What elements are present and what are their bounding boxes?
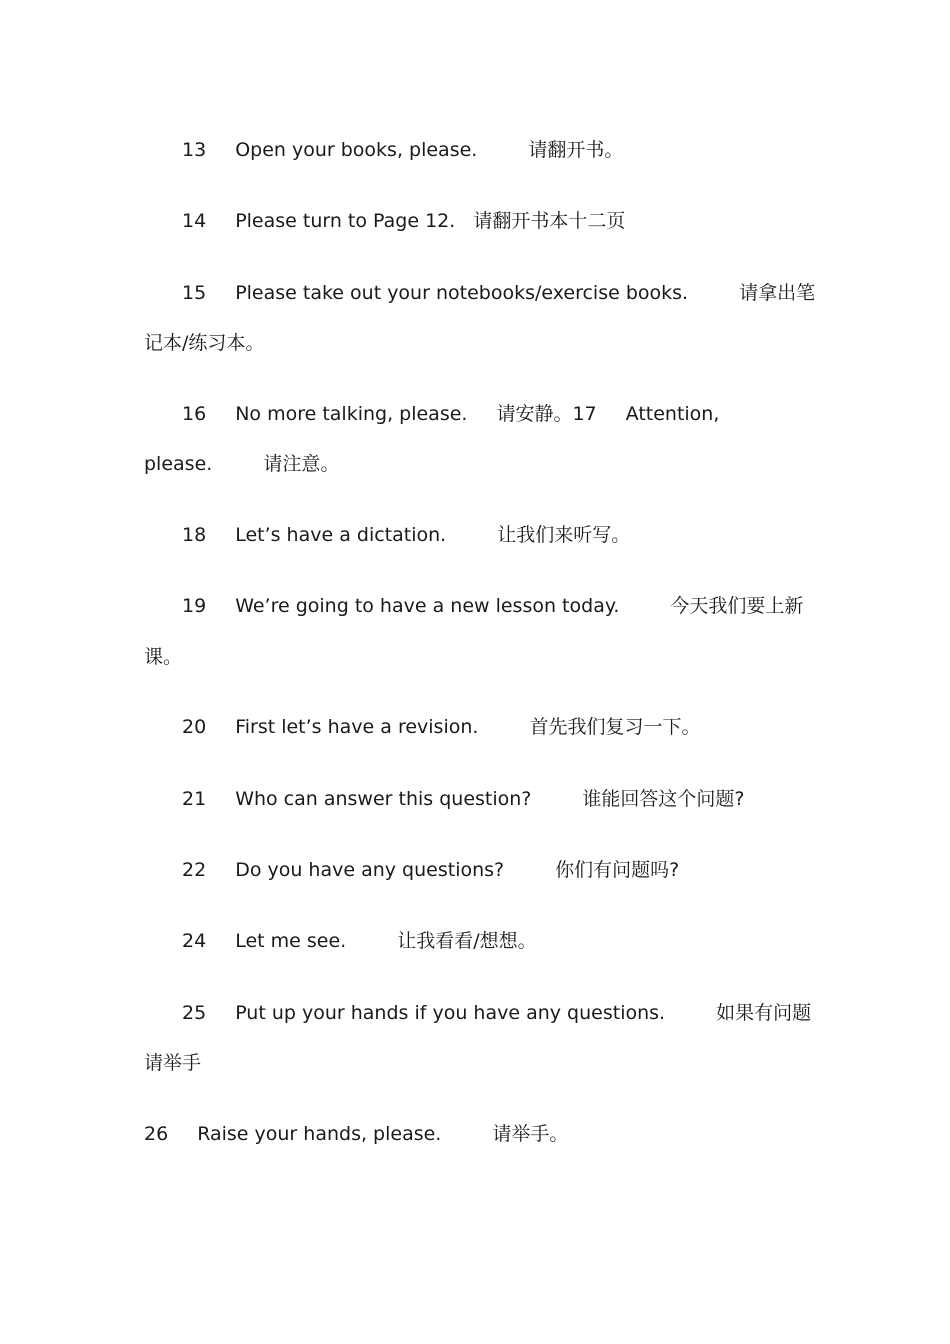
english-phrase: Who can answer this question? — [235, 788, 532, 810]
phrase-line-14 — [182, 209, 625, 233]
phrase-line-15 — [182, 281, 815, 305]
item-number: 26 — [144, 1123, 169, 1145]
item-number: 16 — [182, 403, 207, 425]
item-number: 22 — [182, 859, 207, 881]
english-phrase: Put up your hands if you have any questions. — [235, 1002, 666, 1024]
phrase-line-16 — [182, 402, 719, 426]
chinese-translation: 请举手。 — [492, 1123, 569, 1145]
item-number: 19 — [182, 595, 207, 617]
phrase-line-13 — [182, 138, 623, 162]
english-phrase: Please take out your notebooks/exercise books. — [235, 282, 689, 304]
chinese-translation: 请安静。17 — [496, 403, 597, 425]
chinese-translation: 让我看看/想想。 — [397, 930, 537, 952]
english-phrase: Let me see. — [235, 930, 347, 952]
english-phrase: First let’s have a revision. — [235, 716, 479, 738]
phrase-line-26 — [144, 1122, 568, 1146]
item-number: 20 — [182, 716, 207, 738]
phrase-line-19 — [182, 594, 803, 618]
english-phrase: Raise your hands, please. — [197, 1123, 442, 1145]
chinese-translation: 请翻开书本十二页 — [473, 210, 626, 232]
chinese-translation-17: 请注意。 — [263, 453, 340, 475]
english-phrase: No more talking, please. — [235, 403, 468, 425]
phrase-line-24 — [182, 929, 537, 953]
item-number: 14 — [182, 210, 207, 232]
chinese-translation-continued: 请举手 — [144, 1052, 202, 1074]
chinese-translation-continued: 记本/练习本。 — [144, 332, 265, 354]
english-phrase-17-continued: please. — [144, 453, 213, 475]
phrase-line-20 — [182, 715, 700, 739]
phrase-line-22 — [182, 858, 679, 882]
phrase-line-21 — [182, 787, 745, 811]
chinese-translation: 让我们来听写。 — [497, 524, 631, 546]
item-number: 15 — [182, 282, 207, 304]
phrase-line-25 — [182, 1001, 811, 1025]
phrase-line-17-continued — [144, 452, 339, 476]
chinese-translation: 如果有问题 — [716, 1002, 812, 1024]
chinese-translation: 今天我们要上新 — [670, 595, 804, 617]
item-number: 21 — [182, 788, 207, 810]
phrase-line-15-continued — [144, 331, 264, 355]
phrase-line-19-continued — [144, 645, 182, 669]
item-number: 18 — [182, 524, 207, 546]
english-phrase: Please turn to Page 12. — [235, 210, 456, 232]
phrase-line-25-continued — [144, 1051, 201, 1075]
item-number: 24 — [182, 930, 207, 952]
english-phrase: We’re going to have a new lesson today. — [235, 595, 620, 617]
english-phrase: Do you have any questions? — [235, 859, 505, 881]
chinese-translation: 请拿出笔 — [739, 282, 816, 304]
chinese-translation: 谁能回答这个问题? — [582, 788, 745, 810]
chinese-translation-continued: 课。 — [144, 646, 183, 668]
english-phrase: Open your books, please. — [235, 139, 478, 161]
phrase-line-18 — [182, 523, 630, 547]
english-phrase: Let’s have a dictation. — [235, 524, 447, 546]
item-number: 13 — [182, 139, 207, 161]
chinese-translation: 首先我们复习一下。 — [529, 716, 701, 738]
english-phrase-17: Attention, — [625, 403, 720, 425]
item-number: 25 — [182, 1002, 207, 1024]
chinese-translation: 请翻开书。 — [528, 139, 624, 161]
chinese-translation: 你们有问题吗? — [555, 859, 680, 881]
